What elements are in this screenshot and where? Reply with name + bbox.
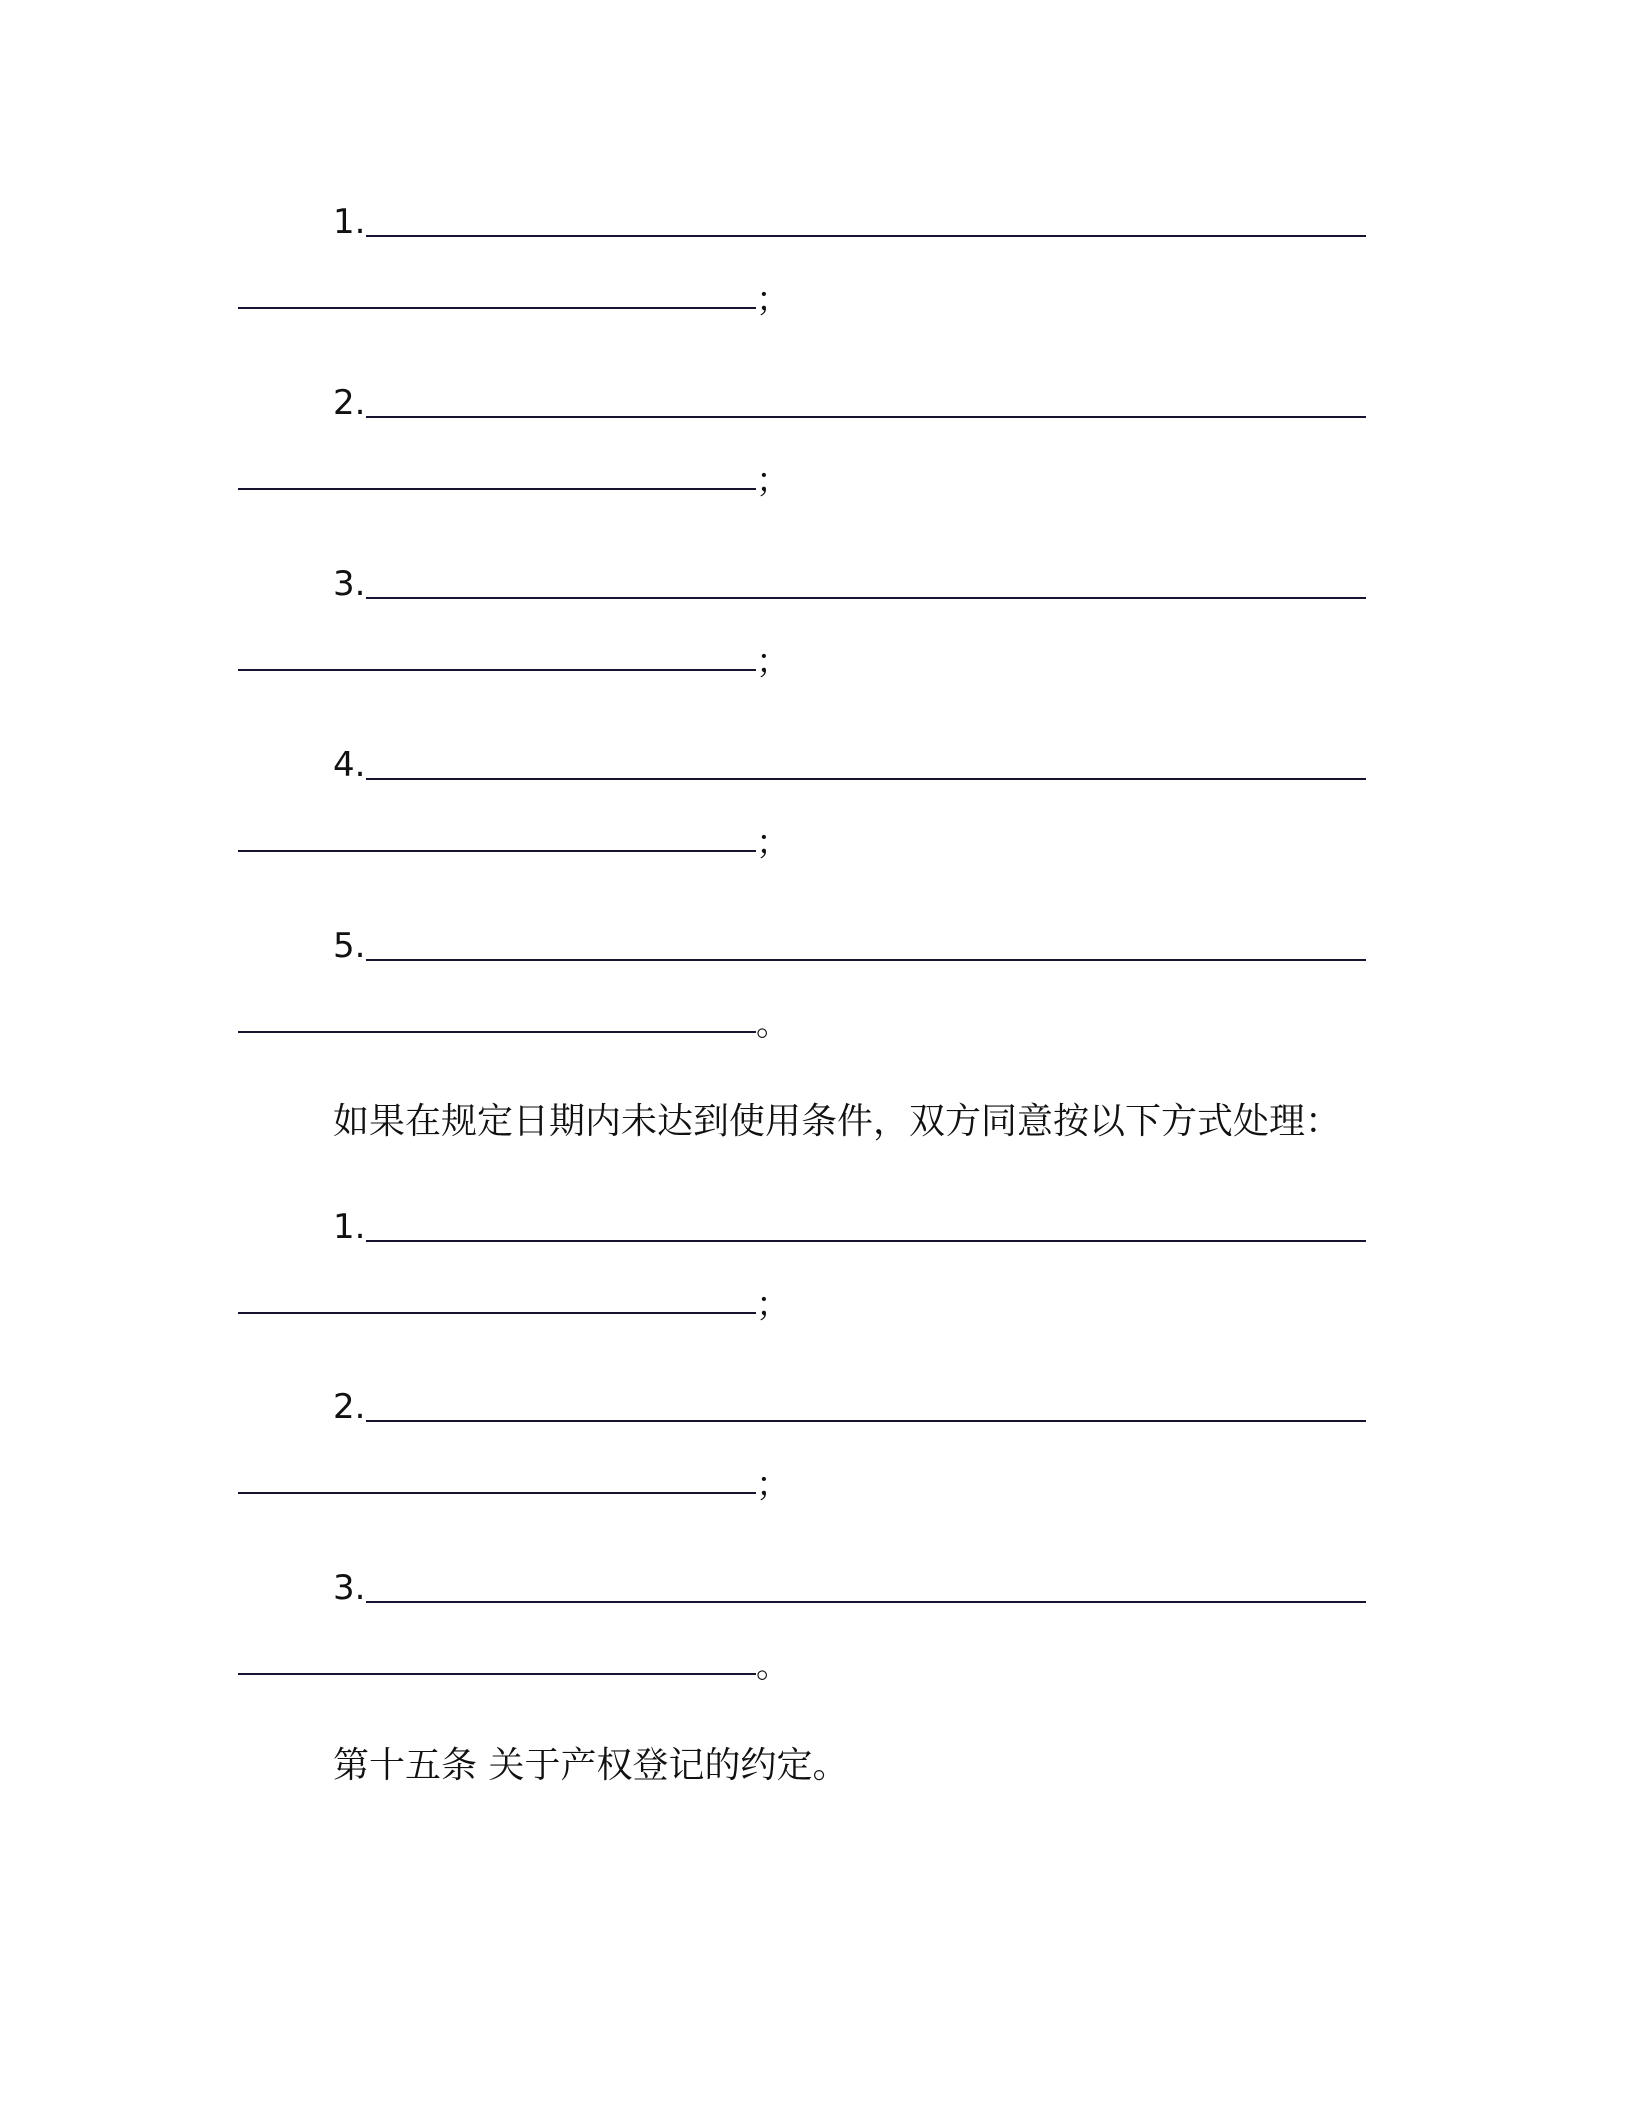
- item-number: 4.: [333, 745, 366, 785]
- blank-item-a4-continuation: [0, 813, 1632, 885]
- item-number: 1.: [333, 202, 366, 242]
- fill-in-line[interactable]: [238, 1031, 756, 1033]
- item-number: 3.: [333, 1568, 366, 1608]
- blank-item-a5-continuation: [0, 994, 1632, 1066]
- item-end-punctuation: ；: [756, 642, 790, 682]
- item-end-punctuation: ；: [756, 461, 790, 501]
- item-end-punctuation: ；: [756, 823, 790, 863]
- fill-in-line[interactable]: [366, 959, 1366, 961]
- item-end-punctuation: ；: [756, 1465, 790, 1505]
- item-number: 5.: [333, 926, 366, 966]
- fill-in-line[interactable]: [366, 1601, 1366, 1603]
- fill-in-line[interactable]: [238, 850, 756, 852]
- blank-item-b3-continuation: [0, 1636, 1632, 1708]
- item-end-punctuation: ；: [756, 280, 790, 320]
- blank-item-a3: [0, 560, 1632, 632]
- blank-item-a1: [0, 198, 1632, 270]
- blank-item-b2: [0, 1383, 1632, 1455]
- fill-in-line[interactable]: [238, 307, 756, 309]
- fill-in-line[interactable]: [238, 1673, 756, 1675]
- fill-in-line[interactable]: [366, 778, 1366, 780]
- fill-in-line[interactable]: [366, 1240, 1366, 1242]
- item-number: 3.: [333, 564, 366, 604]
- blank-item-a2-continuation: [0, 451, 1632, 523]
- item-number: 1.: [333, 1207, 366, 1247]
- fill-in-line[interactable]: [238, 669, 756, 671]
- fill-in-line[interactable]: [238, 488, 756, 490]
- item-end-punctuation: ；: [756, 1285, 790, 1325]
- item-number: 2.: [333, 383, 366, 423]
- blank-item-b2-continuation: [0, 1455, 1632, 1527]
- fill-in-line[interactable]: [366, 597, 1366, 599]
- intro-paragraph: 如果在规定日期内未达到使用条件，双方同意按以下方式处理：: [333, 1101, 1342, 1142]
- fill-in-line[interactable]: [366, 416, 1366, 418]
- blank-item-b3: [0, 1564, 1632, 1636]
- blank-item-a3-continuation: [0, 632, 1632, 704]
- item-end-punctuation: 。: [756, 1646, 790, 1686]
- item-end-punctuation: 。: [756, 1004, 790, 1044]
- blank-item-b1: [0, 1203, 1632, 1275]
- fill-in-line[interactable]: [238, 1492, 756, 1494]
- blank-item-a1-continuation: [0, 270, 1632, 342]
- fill-in-line[interactable]: [366, 1420, 1366, 1422]
- fill-in-line[interactable]: [238, 1312, 756, 1314]
- item-number: 2.: [333, 1387, 366, 1427]
- fill-in-line[interactable]: [366, 235, 1366, 237]
- article-heading: 第十五条 关于产权登记的约定。: [333, 1745, 849, 1786]
- blank-item-a5: [0, 922, 1632, 994]
- blank-item-a4: [0, 741, 1632, 813]
- blank-item-a2: [0, 379, 1632, 451]
- blank-item-b1-continuation: [0, 1275, 1632, 1347]
